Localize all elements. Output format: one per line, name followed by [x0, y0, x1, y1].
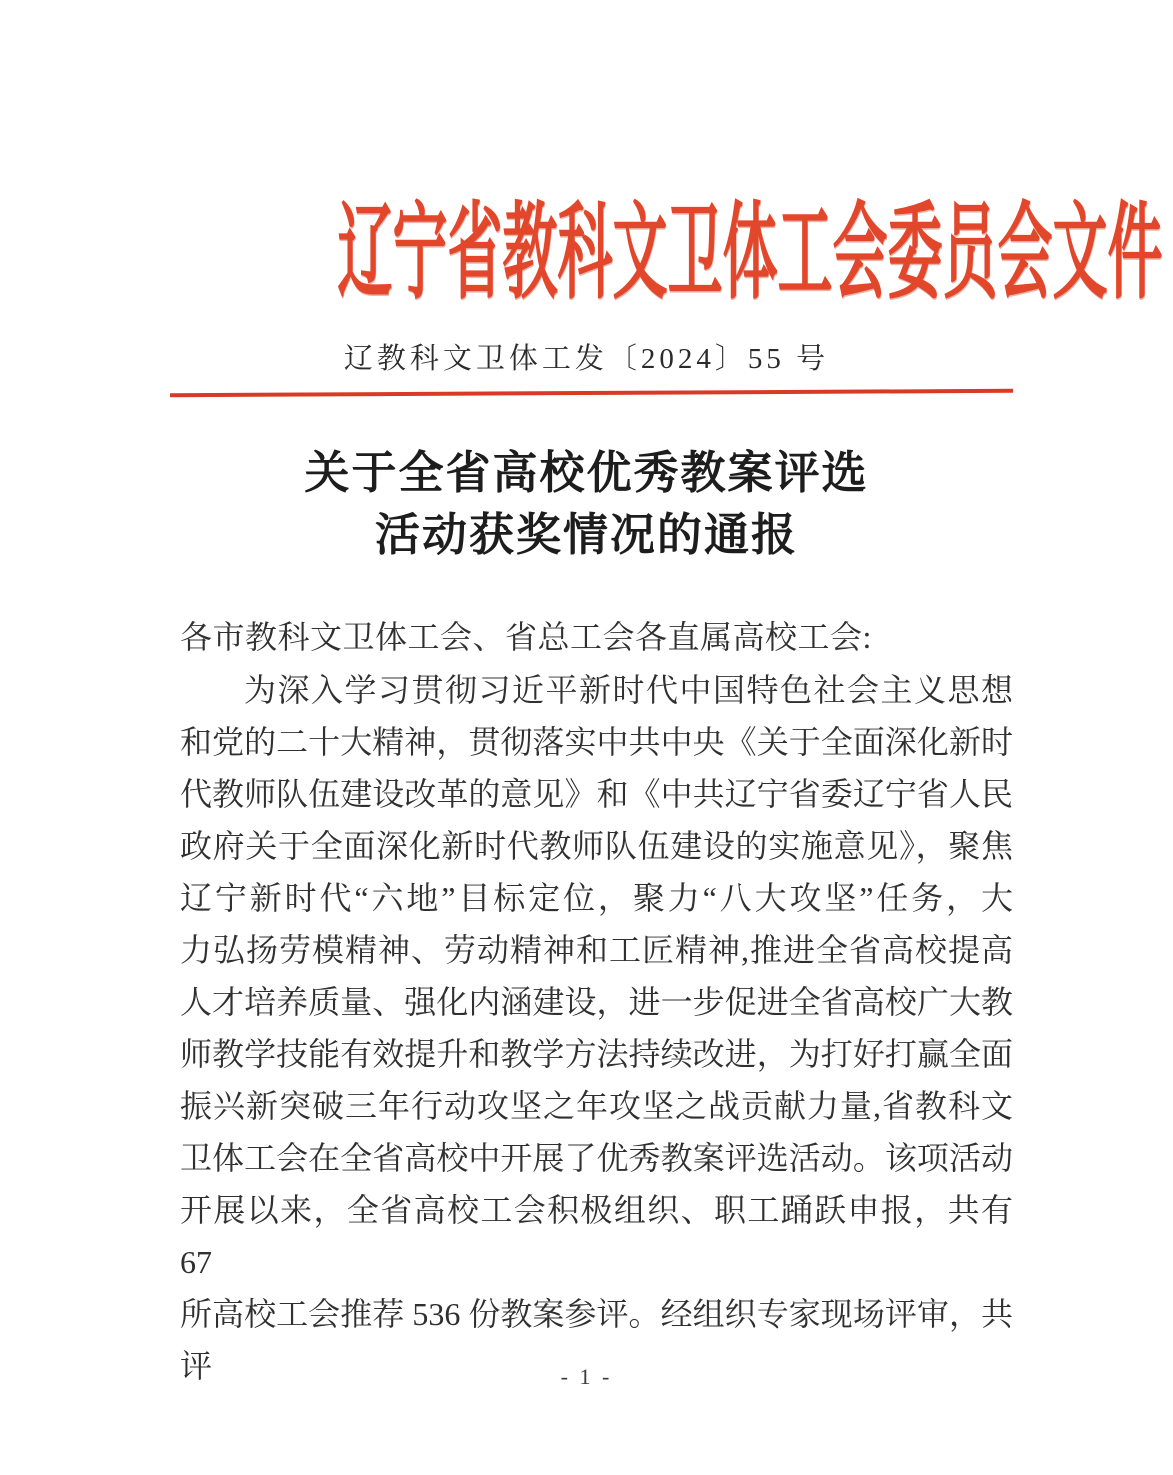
title-line-1: 关于全省高校优秀教案评选	[304, 448, 869, 498]
body-line: 卫体工会在全省高校中开展了优秀教案评选活动。该项活动	[180, 1140, 1013, 1176]
document-number: 辽教科文卫体工发〔2024〕55 号	[343, 343, 830, 375]
body-line: 和党的二十大精神，贯彻落实中共中央《关于全面深化新时	[180, 724, 1013, 760]
document-title	[0, 442, 1173, 566]
body-line: 代教师队伍建设改革的意见》和《中共辽宁省委辽宁省人民	[180, 776, 1013, 812]
body-line: 辽宁新时代“六地”目标定位，聚力“八大攻坚”任务，大	[180, 880, 1013, 916]
body-line: 力弘扬劳模精神、劳动精神和工匠精神,推进全省高校提高	[180, 932, 1013, 968]
salutation: 各市教科文卫体工会、省总工会各直属高校工会:	[180, 619, 872, 655]
body-line: 师教学技能有效提升和教学方法持续改进，为打好打赢全面	[180, 1036, 1013, 1072]
org-title: 辽宁省教科文卫体工会委员会文件	[337, 195, 1163, 312]
body-line: 为深入学习贯彻习近平新时代中国特色社会主义思想	[244, 672, 1013, 708]
body-line: 所高校工会推荐 536 份教案参评。经组织专家现场评审，共评	[180, 1296, 1013, 1384]
red-divider-line	[170, 389, 1013, 397]
title-line-2: 活动获奖情况的通报	[374, 510, 798, 560]
page-number: - 1 -	[560, 1364, 613, 1389]
document-body	[180, 610, 1013, 1392]
body-line: 人才培养质量、强化内涵建设，进一步促进全省高校广大教	[180, 984, 1013, 1020]
body-line: 振兴新突破三年行动攻坚之年攻坚之战贡献力量,省教科文	[180, 1088, 1013, 1124]
body-line: 开展以来，全省高校工会积极组织、职工踊跃申报，共有 67	[180, 1192, 1013, 1280]
document-header-banner	[0, 168, 1173, 312]
body-line: 政府关于全面深化新时代教师队伍建设的实施意见》，聚焦	[180, 828, 1013, 864]
